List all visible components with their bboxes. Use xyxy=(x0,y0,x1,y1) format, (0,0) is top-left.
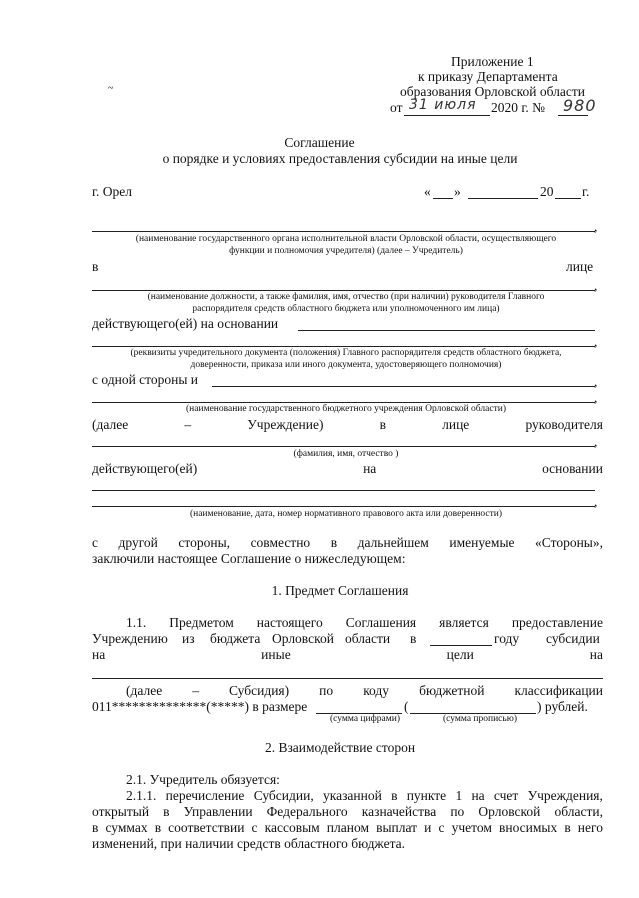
header-appendix: Приложение 1 xyxy=(451,54,534,69)
one-side-label: с одной стороны и xyxy=(92,372,199,387)
acting-label: действующего(ей) на основании xyxy=(92,316,279,331)
caption-institution: (наименование государственного бюджетного учреждения Орловской области) xyxy=(186,404,506,414)
parties-line-2: заключили настоящее Соглашение о нижеследующем: xyxy=(92,551,406,566)
section1-title: 1. Предмет Соглашения xyxy=(271,583,409,598)
hence-line: (далее – Учреждение) в лице руководителя xyxy=(92,417,603,432)
date-underline xyxy=(404,115,490,116)
day-blank xyxy=(433,198,453,199)
comma: , xyxy=(594,434,598,449)
comma: , xyxy=(594,390,598,405)
doc-subtitle: о порядке и условиях предоставления субсидии на иные цели xyxy=(162,151,518,166)
section2-title: 2. Взаимодействие сторон xyxy=(264,740,416,755)
basis-line-2 xyxy=(92,506,595,507)
header-date-number: 980 xyxy=(563,96,597,115)
charter-line xyxy=(92,346,595,347)
number-underline xyxy=(558,115,588,116)
caption-basis: (наименование, дата, номер нормативного правового акта или доверенности) xyxy=(189,509,503,519)
caption-charter-2: доверенности, приказа или иного документа, удостоверяющего полномочия) xyxy=(190,360,502,370)
year-suffix: г. xyxy=(582,184,590,199)
s1-line-4: (далее – Субсидия) по коду бюджетной классификации xyxy=(126,683,603,698)
purpose-line xyxy=(92,678,603,679)
s1-l2-d: Орловской xyxy=(272,631,334,646)
s1-l2-h: субсидии xyxy=(546,631,600,646)
s1-l5-a: 011**************(*****) в размере xyxy=(92,699,308,714)
year-prefix: 20 xyxy=(540,184,554,199)
s1-l5-c: ) рублей. xyxy=(537,699,588,714)
scan-mark: ~ xyxy=(108,83,114,94)
caption-head: (наименование должности, а также фамилия, имя, отчество (при наличии) руководителя Главного xyxy=(147,292,545,302)
caption-amount-words: (сумма прописью) xyxy=(443,714,517,724)
s1-l2-c: бюджета xyxy=(210,631,261,646)
s2-line-1: 2.1.1. перечисление Субсидии, указанной в пункте 1 на счет Учреждения, xyxy=(126,788,603,803)
word-litse: лице xyxy=(566,259,594,274)
s1-l2-g: году xyxy=(494,631,520,646)
comma: , xyxy=(594,219,598,234)
s1-line-1: 1.1. Предметом настоящего Соглашения является предоставление xyxy=(126,615,603,630)
doc-title: Соглашение xyxy=(284,135,355,150)
year-field xyxy=(430,645,492,646)
month-blank xyxy=(468,198,538,199)
city: г. Орел xyxy=(92,184,132,199)
acting-line xyxy=(298,330,595,331)
one-side-line xyxy=(212,386,595,387)
basis-line-1 xyxy=(92,490,595,491)
header-date-prefix: от xyxy=(390,100,403,115)
caption-amount-digits: (сумма цифрами) xyxy=(330,714,400,724)
year-blank xyxy=(555,198,581,199)
comma: , xyxy=(594,278,598,293)
s1-line-3: на иные цели на xyxy=(92,647,603,662)
quote-open: « xyxy=(424,184,431,199)
caption-founder-2: функции и полномочия учредителя) (далее – Учредитель) xyxy=(229,246,463,256)
caption-founder: (наименование государственного органа исполнительной власти Орловской области, осуществляющего xyxy=(135,234,557,244)
s2-line-4: изменений, при наличии средств областного бюджета. xyxy=(92,836,406,851)
s2-p1: 2.1. Учредитель обязуется: xyxy=(126,772,280,787)
s1-l5-b: ( xyxy=(404,699,409,714)
parties-line-1: с другой стороны, совместно в дальнейшем именуемые «Стороны», xyxy=(92,535,603,550)
director-name-line xyxy=(92,446,595,447)
acting2-line: действующего(ей) на основании xyxy=(92,461,603,476)
institution-line xyxy=(92,402,595,403)
s1-l2-e: области xyxy=(345,631,391,646)
s1-l2-a: Учреждению xyxy=(92,631,168,646)
head-name-line xyxy=(92,290,595,291)
s2-line-3: в суммах в соответствии с кассовым планом выплат и с учетом вносимых в него xyxy=(92,820,603,835)
header-date-year: 2020 г. № xyxy=(491,100,546,115)
caption-charter: (реквизиты учредительного документа (положения) Главного распорядителя средств областного бюджета, xyxy=(130,348,562,358)
s2-line-2: открытый в Управлении Федерального казначейства по Орловской области, xyxy=(92,804,603,819)
s1-l2-b: из xyxy=(182,631,195,646)
caption-head-2: распорядителя средств областного бюджета или уполномоченного им лица) xyxy=(192,304,500,314)
s1-l2-f: в xyxy=(410,631,417,646)
caption-director: (фамилия, имя, отчество ) xyxy=(293,449,399,459)
word-v: в xyxy=(92,259,99,274)
header-department: образования Орловской области xyxy=(400,84,586,99)
header-order: к приказу Департамента xyxy=(418,69,558,84)
quote-close: » xyxy=(454,184,461,199)
comma: , xyxy=(594,494,598,509)
founder-name-line xyxy=(92,231,595,232)
comma: , xyxy=(594,374,598,389)
comma: , xyxy=(594,334,598,349)
header-date-day: 31 июля xyxy=(409,97,477,113)
